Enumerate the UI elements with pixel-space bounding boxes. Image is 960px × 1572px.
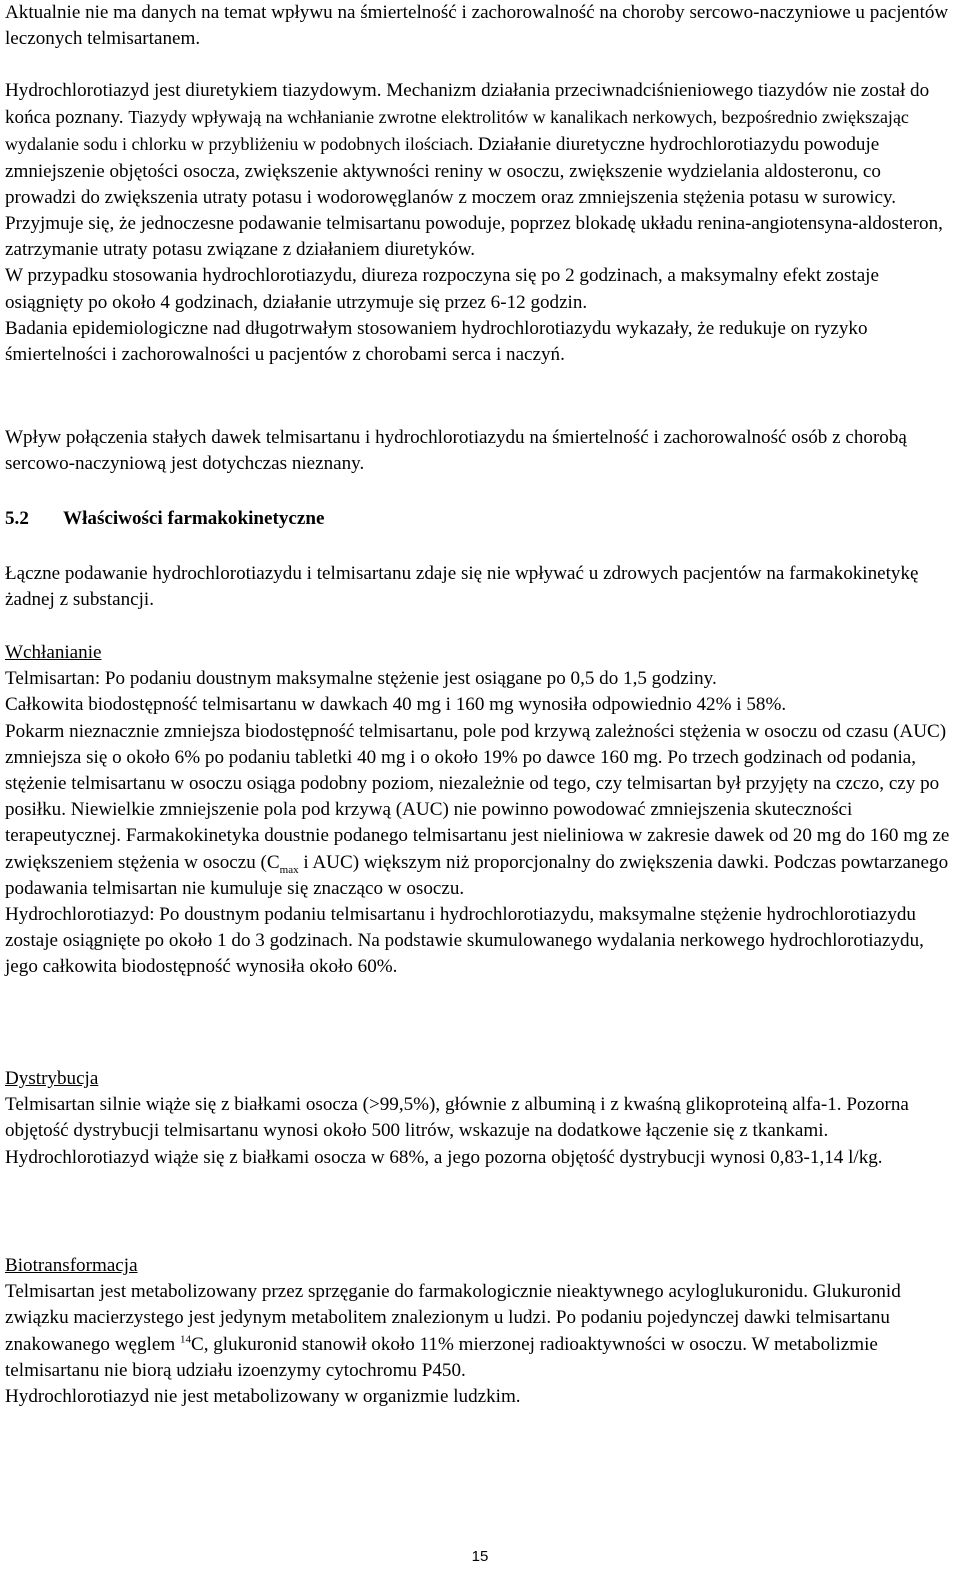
distribution-section	[5, 1066, 955, 1171]
biotransformation-telmisartan-text: Telmisartan jest metabolizowany przez sprzęganie do farmakologicznie nieaktywnego acyloglukuronidu. Glukuronid związku macierzystego jest jedynym metabolitem znalezionym u ludzi. Po podaniu pojedynczej dawki telmisartanu znakowanego węglem $^{14}$C, glukuronid stanowił około 11% mierzonej radioaktywności w osoczu. W metabolizmie telmisartanu nie biorą udziału izoenzymy cytochromu P450.	[5, 1281, 901, 1381]
absorption-hctz-text: Hydrochlorotiazyd: Po doustnym podaniu telmisartanu i hydrochlorotiazydu, maksymalne stężenie hydrochlorotiazydu zostaje osiągnięte po około 1 do 3 godzinach. Na podstawie skumulowanego wydalania nerkowego hydrochlorotiazydu, jego całkowita biodostępność wynosiła około 60%.	[5, 904, 924, 978]
hctz-onset-text: W przypadku stosowania hydrochlorotiazydu, diureza rozpoczyna się po 2 godzinach, a maksymalny efekt zostaje osiągnięty po około 4 godzinach, działanie utrzymuje się przez 6-12 godzin.	[5, 265, 879, 313]
section-number: 5.2	[5, 508, 29, 529]
absorption-telmisartan-food: Pokarm nieznacznie zmniejsza biodostępność telmisartanu, pole pod krzywą zależności stężenia w osoczu od czasu (AUC) zmniejsza się o około 6% po podaniu tabletki 40 mg i o około 19% po dawce 160 mg. Po trzech godzinach od podania, stężenie telmisartanu w osoczu osiąga podobny poziom, niezależnie od tego, czy telmisartan był przyjęty na czczo, czy po posiłku. Niewielkie zmniejszenie pola pod krzywą (AUC) nie powinno powodować zmniejszenia skuteczności terapeutycznej. Farmakokinetyka doustnie podanego telmisartanu jest nieliniowa w zakresie dawek od 20 mg do 160 mg ze zwiększeniem stężenia w osoczu ($C_{max}$ i AUC) większym niż proporcjonalny do zwiększenia dawki. Podczas powtarzanego podawania telmisartan nie kumuluje się znacząco w osoczu.	[5, 720, 950, 899]
section-intro-text: Łączne podawanie hydrochlorotiazydu i telmisartanu zdaje się nie wpływać u zdrowych pacjentów na farmakokinetykę żadnej z substancji.	[5, 563, 919, 611]
absorption-section	[5, 640, 955, 981]
distribution-heading: Dystrybucja	[5, 1068, 99, 1089]
biotransformation-section	[5, 1253, 955, 1410]
hctz-mechanism-paragraph	[5, 78, 955, 368]
cmax-subscript: max	[279, 863, 299, 876]
biotransformation-hctz-text: Hydrochlorotiazyd nie jest metabolizowany w organizmie ludzkim.	[5, 1386, 521, 1408]
distribution-hctz-text: Hydrochlorotiazyd wiąże się z białkami osocza w 68%, a jego pozorna objętość dystrybucji wynosi 0,83-1,14 l/kg.	[5, 1146, 883, 1168]
intro-paragraph	[5, 0, 955, 52]
isotope-superscript: 14	[179, 1333, 191, 1346]
combination-text: Wpływ połączenia stałych dawek telmisartanu i hydrochlorotiazydu na śmiertelność i zachorowalność osób z chorobą sercowo-naczyniową jest dotychczas nieznany.	[5, 427, 907, 475]
hctz-mechanism-s1: Hydrochlorotiazyd jest diuretykiem tiazydowym. Mechanizm działania przeciwnadciśnieniowego tiazydów nie został do końca poznany.	[5, 80, 930, 129]
biotransformation-heading: Biotransformacja	[5, 1255, 138, 1276]
hctz-mechanism-s3: Działanie diuretyczne hydrochlorotiazydu powoduje zmniejszenie objętości osocza, zwiększenie aktywności reniny w osoczu, zwiększenie wydzielania aldosteronu, co prowadzi do zwiększenia utraty potasu i wodorowęglanów z moczem oraz zmniejszenia stężenia potasu w surowicy.	[5, 134, 897, 208]
absorption-telmisartan-tmax: Telmisartan: Po podaniu doustnym maksymalne stężenie jest osiągane po 0,5 do 1,5 godziny.	[5, 668, 717, 690]
distribution-telmisartan-text: Telmisartan silnie wiąże się z białkami osocza (>99,5%), głównie z albuminą i z kwaśną glikoproteiną alfa-1. Pozorna objętość dystrybucji telmisartanu wynosi około 500 litrów, wskazuje na dodatkowe łączenie się z tkankami.	[5, 1094, 909, 1142]
section-intro-paragraph	[5, 561, 955, 613]
hctz-mechanism-s4: Przyjmuje się, że jednoczesne podawanie telmisartanu powoduje, poprzez blokadę układu renina-angiotensyna-aldosteron, zatrzymanie utraty potasu związane z działaniem diuretyków.	[5, 213, 943, 261]
hctz-epidemiology-text: Badania epidemiologiczne nad długotrwałym stosowaniem hydrochlorotiazydu wykazały, że redukuje on ryzyko śmiertelności i zachorowalności u pacjentów z chorobami serca i naczyń.	[5, 317, 868, 366]
section-heading	[5, 506, 955, 532]
intro-text: Aktualnie nie ma danych na temat wpływu na śmiertelność i zachorowalność na choroby sercowo-naczyniowe u pacjentów leczonych telmisartanem.	[5, 2, 949, 50]
absorption-heading: Wchłanianie	[5, 642, 102, 663]
page-number: 15	[471, 1548, 489, 1565]
section-title: Właściwości farmakokinetyczne	[63, 508, 325, 529]
combination-paragraph	[5, 425, 955, 477]
absorption-telmisartan-bioavailability: Całkowita biodostępność telmisartanu w dawkach 40 mg i 160 mg wynosiła odpowiednio 42% i 58%.	[5, 694, 787, 716]
hctz-mechanism-s2: Tiazydy wpływają na wchłanianie zwrotne elektrolitów w kanalikach nerkowych, bezpośrednio zwiększając wydalanie sodu i chlorku w przybliżeniu w podobnych ilościach.	[5, 107, 909, 155]
